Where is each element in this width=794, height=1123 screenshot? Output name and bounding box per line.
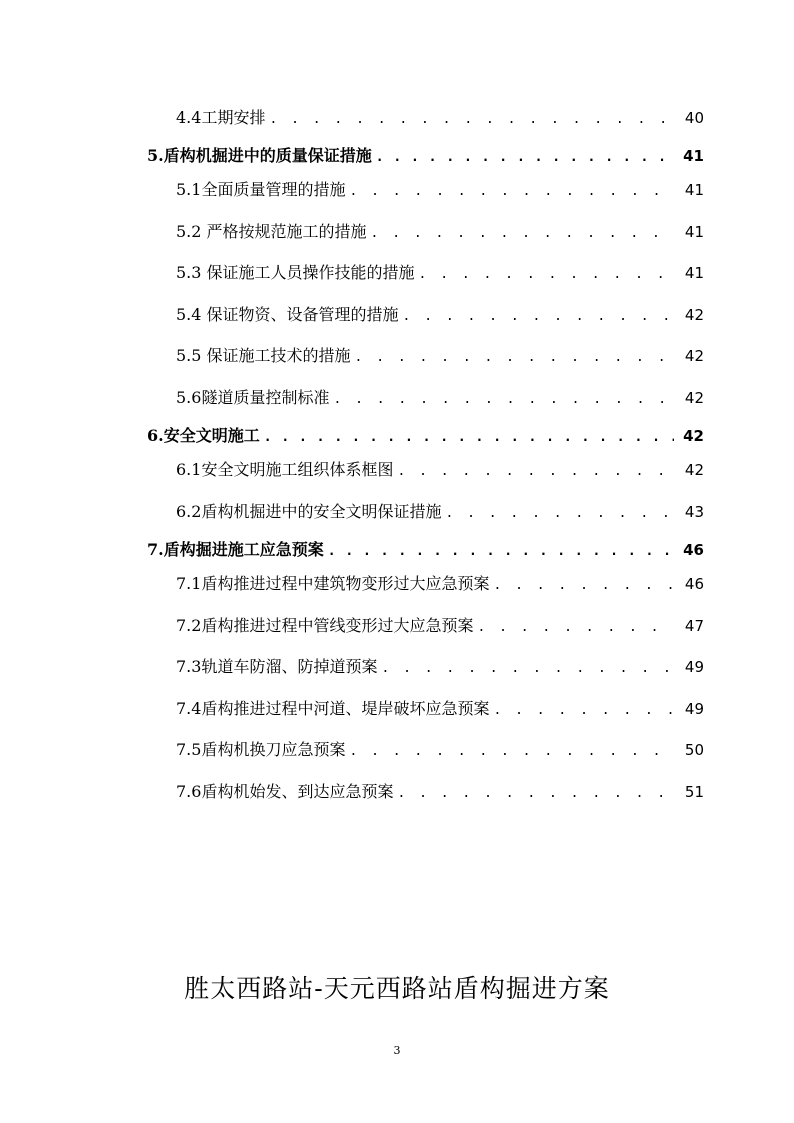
toc-entry-6-2[interactable]	[176, 502, 704, 524]
toc-leader-dots	[264, 428, 674, 448]
toc-entry-page: 51	[684, 783, 704, 801]
toc-entry-label: 5.3 保证施工人员操作技能的措施	[176, 263, 415, 282]
toc-entry-page: 41	[684, 223, 704, 241]
toc-leader-dots	[328, 542, 674, 562]
toc-entry-label: 5.盾构机掘进中的质量保证措施	[147, 146, 372, 165]
toc-entry-label: 7.6盾构机始发、到达应急预案	[176, 782, 394, 801]
toc-entry-label: 7.4盾构推进过程中河道、堤岸破坏应急预案	[176, 699, 490, 718]
toc-leader-dots	[397, 462, 674, 482]
toc-entry-label: 5.6隧道质量控制标准	[176, 388, 330, 407]
toc-entry-page: 40	[684, 109, 704, 127]
toc-leader-dots	[349, 182, 674, 202]
toc-entry-7-1[interactable]	[176, 574, 704, 596]
toc-entry-page: 41	[684, 181, 704, 199]
toc-entry-7-6[interactable]	[176, 782, 704, 804]
toc-entry-label: 7.1盾构推进过程中建筑物变形过大应急预案	[176, 574, 490, 593]
toc-leader-dots	[493, 576, 674, 596]
toc-entry-5-1[interactable]	[176, 180, 704, 202]
toc-leader-dots	[333, 390, 674, 410]
toc-leader-dots	[376, 148, 674, 168]
toc-leader-dots	[269, 110, 674, 130]
toc-entry-7-5[interactable]	[176, 740, 704, 762]
toc-entry-label: 4.4工期安排	[176, 108, 266, 127]
toc-entry-label: 5.5 保证施工技术的措施	[176, 346, 351, 365]
toc-leader-dots	[397, 784, 674, 804]
document-footer-title: 胜太西路站-天元西路站盾构掘进方案	[184, 974, 610, 1003]
toc-entry-page: 43	[684, 503, 704, 521]
toc-leader-dots	[355, 348, 674, 368]
toc-entry-page: 41	[684, 264, 704, 282]
toc-entry-label: 6.安全文明施工	[147, 426, 260, 445]
toc-entry-page: 46	[684, 575, 704, 593]
toc-leader-dots	[349, 742, 674, 762]
toc-leader-dots	[445, 504, 674, 524]
toc-entry-page: 49	[684, 700, 704, 718]
toc-entry-5-2[interactable]	[176, 222, 704, 244]
toc-entry-page: 42	[684, 461, 704, 479]
toc-entry-5-4[interactable]	[176, 305, 704, 327]
toc-entry-5-3[interactable]	[176, 263, 704, 285]
toc-entry-page: 42	[684, 306, 704, 324]
toc-leader-dots	[419, 265, 674, 285]
toc-entry-chapter-7[interactable]	[147, 540, 704, 562]
toc-entry-page: 47	[684, 617, 704, 635]
toc-entry-4-4[interactable]	[176, 108, 704, 130]
toc-entry-label: 5.2 严格按规范施工的措施	[176, 222, 367, 241]
toc-entry-label: 7.5盾构机换刀应急预案	[176, 740, 346, 759]
toc-entry-chapter-5[interactable]	[147, 146, 704, 168]
toc-entry-page: 41	[683, 147, 704, 165]
toc-leader-dots	[477, 618, 674, 638]
toc-entry-page: 46	[683, 541, 704, 559]
toc-entry-page: 42	[684, 347, 704, 365]
toc-entry-label: 7.3轨道车防溜、防掉道预案	[176, 657, 378, 676]
toc-entry-7-4[interactable]	[176, 699, 704, 721]
toc-leader-dots	[371, 224, 674, 244]
toc-entry-6-1[interactable]	[176, 460, 704, 482]
toc-entry-page: 42	[684, 389, 704, 407]
toc-leader-dots	[493, 701, 674, 721]
toc-entry-label: 6.1安全文明施工组织体系框图	[176, 460, 394, 479]
toc-entry-label: 5.1全面质量管理的措施	[176, 180, 346, 199]
toc-entry-label: 7.2盾构推进过程中管线变形过大应急预案	[176, 616, 474, 635]
toc-entry-label: 6.2盾构机掘进中的安全文明保证措施	[176, 502, 442, 521]
toc-entry-label: 7.盾构掘进施工应急预案	[147, 540, 324, 559]
toc-entry-page: 42	[683, 427, 704, 445]
toc-entry-chapter-6[interactable]	[147, 426, 704, 448]
toc-entry-label: 5.4 保证物资、设备管理的措施	[176, 305, 399, 324]
toc-entry-page: 50	[684, 741, 704, 759]
toc-entry-5-5[interactable]	[176, 346, 704, 368]
toc-entry-page: 49	[684, 658, 704, 676]
toc-entry-5-6[interactable]	[176, 388, 704, 410]
page-number: 3	[393, 1044, 401, 1057]
toc-leader-dots	[381, 659, 674, 679]
toc-leader-dots	[403, 307, 674, 327]
toc-entry-7-3[interactable]	[176, 657, 704, 679]
toc-entry-7-2[interactable]	[176, 616, 704, 638]
